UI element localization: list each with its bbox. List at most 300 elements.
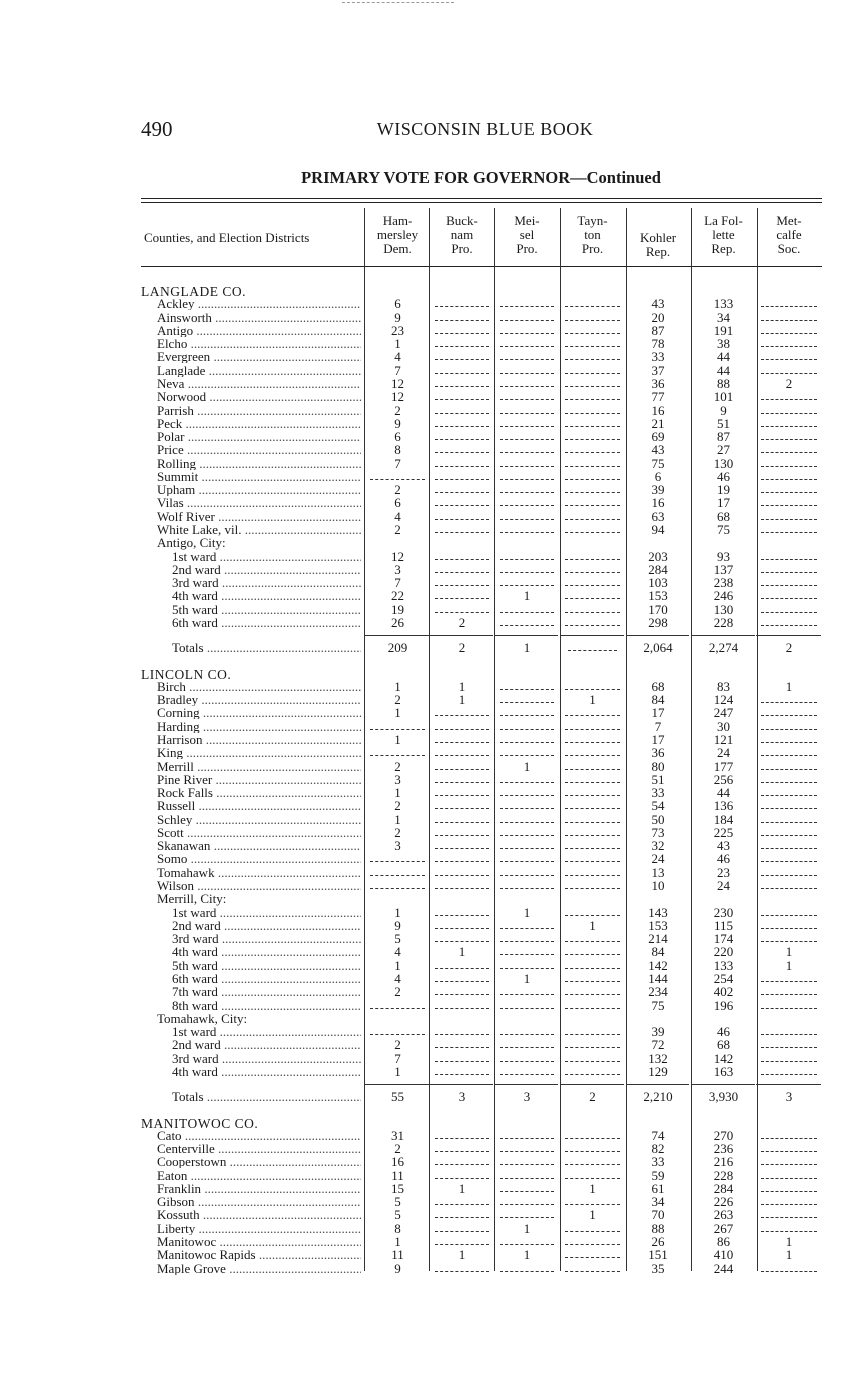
vote-cell-hammersley: 2 <box>394 824 401 840</box>
empty-cell-dash <box>370 729 425 730</box>
vote-cell-lafollette: 23 <box>717 864 730 880</box>
vote-cell-hammersley: 9 <box>394 309 401 325</box>
vote-cell-lafollette: 87 <box>717 429 730 445</box>
vote-cell-lafollette: 130 <box>713 455 734 471</box>
vote-cell-meisel: 1 <box>523 1247 531 1263</box>
empty-cell-dash <box>435 1047 489 1048</box>
district-name: 2nd ward ..... <box>172 919 361 932</box>
vote-cell-lafollette: 115 <box>713 917 734 933</box>
column-header-line: calfe <box>776 227 802 242</box>
empty-cell-dash <box>500 782 554 783</box>
totals-rule <box>560 1084 624 1085</box>
empty-cell-dash <box>565 1178 620 1179</box>
vote-cell-lafollette: 263 <box>713 1207 734 1223</box>
column-header-bucknam <box>432 214 492 256</box>
empty-cell-dash <box>500 1138 554 1139</box>
empty-cell-dash <box>761 426 817 427</box>
district-name: 1st ward ..... <box>172 1025 361 1038</box>
vote-cell-kohler: 214 <box>648 931 668 947</box>
vote-cell-hammersley: 2 <box>394 758 401 774</box>
vote-cell-lafollette: 124 <box>713 692 734 708</box>
empty-cell-dash <box>500 1164 554 1165</box>
vote-cell-lafollette: 86 <box>717 1234 730 1250</box>
empty-cell-dash <box>500 505 554 506</box>
district-name: Summit ..... <box>157 470 361 483</box>
district-name: Manitowoc ..... <box>157 1235 361 1248</box>
vote-cell-hammersley: 2 <box>394 1037 401 1053</box>
empty-cell-dash <box>565 808 620 809</box>
empty-cell-dash <box>500 875 554 876</box>
vote-cell-lafollette: 228 <box>713 1167 734 1183</box>
totals-rule <box>691 1084 755 1085</box>
district-name: Rock Falls ..... <box>157 786 361 799</box>
vote-cell-lafollette: 137 <box>713 561 734 577</box>
district-name: Russell ..... <box>157 799 361 812</box>
empty-cell-dash <box>565 1008 620 1009</box>
column-header-line: Buck- <box>446 213 478 228</box>
empty-cell-dash <box>435 333 489 334</box>
vote-cell-hammersley: 2 <box>394 1141 401 1157</box>
district-name: Langlade ..... <box>157 364 361 377</box>
empty-cell-dash <box>435 835 489 836</box>
empty-cell-dash <box>500 1034 554 1035</box>
empty-cell-dash <box>761 1074 817 1075</box>
empty-cell-dash <box>565 359 620 360</box>
vote-cell-lafollette: 238 <box>713 575 734 591</box>
empty-cell-dash <box>565 1047 620 1048</box>
empty-cell-dash <box>500 888 554 889</box>
empty-cell-dash <box>761 848 817 849</box>
empty-cell-dash <box>435 808 489 809</box>
empty-cell-dash <box>500 359 554 360</box>
vote-cell-kohler: 39 <box>651 482 665 498</box>
empty-cell-dash <box>565 848 620 849</box>
vote-cell-hammersley: 2 <box>394 522 401 538</box>
vote-cell-meisel: 3 <box>523 1089 531 1105</box>
vote-cell-lafollette: 191 <box>713 322 734 338</box>
vote-cell-kohler: 234 <box>648 984 668 1000</box>
column-header-line: Rep. <box>711 241 736 256</box>
empty-cell-dash <box>500 954 554 955</box>
district-name: Harding ..... <box>157 720 361 733</box>
column-header-kohler <box>628 231 688 259</box>
empty-cell-dash <box>565 888 620 889</box>
vote-cell-lafollette: 136 <box>713 798 734 814</box>
vote-cell-lafollette: 51 <box>717 415 730 431</box>
empty-cell-dash <box>435 479 489 480</box>
empty-cell-dash <box>761 888 817 889</box>
district-name: Tomahawk, City: <box>157 1010 248 1026</box>
empty-cell-dash <box>761 755 817 756</box>
vote-cell-kohler: 37 <box>651 362 665 378</box>
district-name: Manitowoc Rapids ..... <box>157 1248 361 1261</box>
vote-cell-kohler: 61 <box>651 1180 665 1196</box>
empty-cell-dash <box>500 585 554 586</box>
empty-cell-dash <box>761 981 817 982</box>
empty-cell-dash <box>500 994 554 995</box>
vote-cell-meisel: 1 <box>523 588 531 604</box>
empty-cell-dash <box>435 612 489 613</box>
column-header-district <box>144 231 364 245</box>
vote-cell-hammersley: 1 <box>394 904 401 920</box>
empty-cell-dash <box>565 689 620 690</box>
empty-cell-dash <box>565 981 620 982</box>
vote-cell-hammersley: 7 <box>394 455 401 471</box>
vote-cell-lafollette: 410 <box>713 1247 734 1263</box>
empty-cell-dash <box>435 715 489 716</box>
empty-cell-dash <box>761 439 817 440</box>
district-name: Gibson ..... <box>157 1195 361 1208</box>
empty-cell-dash <box>500 848 554 849</box>
empty-cell-dash <box>500 1217 554 1218</box>
vote-cell-lafollette: 220 <box>713 944 734 960</box>
vote-cell-kohler: 16 <box>651 495 665 511</box>
empty-cell-dash <box>565 1164 620 1165</box>
column-header-line: nam <box>450 227 474 242</box>
vote-cell-kohler: 69 <box>651 429 665 445</box>
vote-cell-metcalfe: 1 <box>785 678 793 694</box>
empty-cell-dash <box>435 373 489 374</box>
vote-cell-kohler: 59 <box>651 1167 665 1183</box>
vote-cell-kohler: 2,210 <box>643 1089 673 1105</box>
vote-cell-kohler: 77 <box>651 389 665 405</box>
district-name: 2nd ward ..... <box>172 1038 361 1051</box>
empty-cell-dash <box>500 479 554 480</box>
vote-cell-hammersley: 1 <box>394 785 401 801</box>
district-name: Wilson ..... <box>157 879 361 892</box>
empty-cell-dash <box>565 1271 620 1272</box>
empty-cell-dash <box>565 715 620 716</box>
empty-cell-dash <box>435 1217 489 1218</box>
vote-cell-meisel: 1 <box>523 971 531 986</box>
empty-cell-dash <box>435 941 489 942</box>
vote-cell-lafollette: 101 <box>713 389 734 405</box>
empty-cell-dash <box>435 426 489 427</box>
header-rule-top <box>141 198 822 199</box>
empty-cell-dash <box>435 861 489 862</box>
empty-cell-dash <box>500 1061 554 1062</box>
vote-cell-bucknam: 2 <box>458 640 466 656</box>
empty-cell-dash <box>565 399 620 400</box>
book-title: WISCONSIN BLUE BOOK <box>376 119 594 139</box>
empty-cell-dash <box>435 928 489 929</box>
empty-cell-dash <box>370 479 425 480</box>
district-name: Kossuth ..... <box>157 1208 361 1221</box>
empty-cell-dash <box>565 1061 620 1062</box>
empty-cell-dash <box>500 452 554 453</box>
empty-cell-dash <box>435 1061 489 1062</box>
column-header-line: sel <box>519 227 535 242</box>
vote-cell-taynton: 2 <box>589 1089 596 1105</box>
empty-cell-dash <box>370 1008 425 1009</box>
vote-cell-hammersley: 2 <box>394 402 401 418</box>
vote-cell-lafollette: 46 <box>717 468 730 484</box>
column-header-meisel <box>497 214 557 256</box>
empty-cell-dash <box>435 598 489 599</box>
totals-rule <box>495 635 558 636</box>
district-name: Schley ..... <box>157 813 361 826</box>
vote-cell-kohler: 33 <box>651 1154 665 1170</box>
empty-cell-dash <box>500 1244 554 1245</box>
empty-cell-dash <box>565 413 620 414</box>
vote-cell-kohler: 54 <box>651 798 665 814</box>
vote-cell-kohler: 143 <box>648 904 668 920</box>
vote-cell-kohler: 70 <box>651 1207 665 1223</box>
vote-cell-kohler: 13 <box>651 864 665 880</box>
empty-cell-dash <box>761 1061 817 1062</box>
empty-cell-dash <box>761 1164 817 1165</box>
vote-cell-kohler: 170 <box>648 601 668 617</box>
vote-cell-lafollette: 93 <box>717 548 730 564</box>
district-name: 2nd ward ..... <box>172 563 361 576</box>
header-rule-bottom <box>141 266 822 267</box>
empty-cell-dash <box>435 346 489 347</box>
vote-cell-hammersley: 19 <box>391 601 404 617</box>
empty-cell-dash <box>500 1271 554 1272</box>
empty-cell-dash <box>565 941 620 942</box>
vote-cell-lafollette: 17 <box>717 495 730 511</box>
column-header-line: Pro. <box>451 241 473 256</box>
vote-cell-lafollette: 44 <box>717 785 730 801</box>
vote-cell-lafollette: 133 <box>713 296 734 312</box>
empty-cell-dash <box>565 1138 620 1139</box>
empty-cell-dash <box>565 333 620 334</box>
vote-cell-metcalfe: 1 <box>785 944 793 960</box>
empty-cell-dash <box>565 479 620 480</box>
empty-cell-dash <box>565 306 620 307</box>
vote-cell-lafollette: 24 <box>717 878 730 894</box>
vote-cell-metcalfe: 1 <box>785 957 793 973</box>
vote-cell-hammersley: 1 <box>394 678 401 694</box>
empty-cell-dash <box>435 888 489 889</box>
empty-cell-dash <box>500 492 554 493</box>
empty-cell-dash <box>565 1244 620 1245</box>
vote-cell-lafollette: 38 <box>717 336 730 352</box>
empty-cell-dash <box>761 822 817 823</box>
empty-cell-dash <box>565 994 620 995</box>
vote-cell-hammersley: 7 <box>394 1050 401 1066</box>
empty-cell-dash <box>761 769 817 770</box>
empty-cell-dash <box>500 1178 554 1179</box>
district-name: Antigo, City: <box>157 535 226 551</box>
district-name: Corning ..... <box>157 706 361 719</box>
empty-cell-dash <box>761 466 817 467</box>
empty-cell-dash <box>761 598 817 599</box>
totals-rule <box>430 635 493 636</box>
empty-cell-dash <box>435 386 489 387</box>
vote-cell-lafollette: 83 <box>717 678 730 694</box>
column-header-line: Kohler <box>639 230 677 245</box>
column-header-hammersley <box>367 214 428 256</box>
vote-cell-lafollette: 216 <box>713 1154 734 1170</box>
vote-cell-kohler: 151 <box>648 1247 668 1263</box>
empty-cell-dash <box>761 715 817 716</box>
empty-cell-dash <box>565 320 620 321</box>
vote-cell-hammersley: 5 <box>394 1207 401 1223</box>
district-name: Bradley ..... <box>157 693 361 706</box>
vote-cell-hammersley: 12 <box>391 548 404 564</box>
empty-cell-dash <box>565 386 620 387</box>
empty-cell-dash <box>435 585 489 586</box>
district-name: 5th ward ..... <box>172 959 361 972</box>
vote-cell-kohler: 82 <box>651 1141 665 1157</box>
empty-cell-dash <box>435 755 489 756</box>
vote-cell-kohler: 33 <box>651 349 665 365</box>
empty-cell-dash <box>565 1204 620 1205</box>
empty-cell-dash <box>761 519 817 520</box>
vote-cell-lafollette: 402 <box>713 984 734 1000</box>
empty-cell-dash <box>761 1138 817 1139</box>
district-name: Elcho ..... <box>157 337 361 350</box>
vote-cell-kohler: 39 <box>651 1024 665 1040</box>
vote-cell-hammersley: 9 <box>394 917 401 933</box>
vote-cell-kohler: 43 <box>651 296 665 312</box>
column-header-line: La Fol- <box>704 213 743 228</box>
vote-cell-hammersley: 3 <box>394 561 401 577</box>
empty-cell-dash <box>435 532 489 533</box>
vote-cell-lafollette: 44 <box>717 349 730 365</box>
vote-cell-kohler: 63 <box>651 508 665 524</box>
vote-cell-hammersley: 1 <box>394 811 401 827</box>
column-header-line: Soc. <box>777 241 801 256</box>
empty-cell-dash <box>565 439 620 440</box>
district-name: 8th ward ..... <box>172 999 361 1012</box>
empty-cell-dash <box>565 782 620 783</box>
empty-cell-dash <box>565 968 620 969</box>
empty-cell-dash <box>761 729 817 730</box>
empty-cell-dash <box>435 519 489 520</box>
vote-cell-lafollette: 34 <box>717 309 730 325</box>
vote-cell-bucknam: 2 <box>458 615 466 630</box>
vote-cell-kohler: 74 <box>651 1127 665 1143</box>
empty-cell-dash <box>568 650 617 651</box>
vote-cell-hammersley: 5 <box>394 931 401 947</box>
empty-cell-dash <box>761 1008 817 1009</box>
empty-cell-dash <box>500 612 554 613</box>
empty-cell-dash <box>435 729 489 730</box>
district-name: Eaton ..... <box>157 1169 361 1182</box>
empty-cell-dash <box>761 452 817 453</box>
empty-cell-dash <box>761 559 817 560</box>
empty-cell-dash <box>435 782 489 783</box>
county-heading: LINCOLN CO. <box>141 666 232 682</box>
empty-cell-dash <box>435 399 489 400</box>
vote-cell-lafollette: 256 <box>713 771 734 787</box>
empty-cell-dash <box>761 612 817 613</box>
empty-cell-dash <box>500 1151 554 1152</box>
vote-cell-hammersley: 9 <box>394 1260 401 1276</box>
page-number: 490 <box>141 117 173 141</box>
empty-cell-dash <box>500 1047 554 1048</box>
district-name: Parrish ..... <box>157 404 361 417</box>
district-name: Birch ..... <box>157 680 361 693</box>
empty-cell-dash <box>435 466 489 467</box>
district-name: 3rd ward ..... <box>172 1052 361 1065</box>
empty-cell-dash <box>565 585 620 586</box>
empty-cell-dash <box>500 928 554 929</box>
empty-cell-dash <box>500 808 554 809</box>
empty-cell-dash <box>761 782 817 783</box>
empty-cell-dash <box>435 1074 489 1075</box>
district-name: Franklin ..... <box>157 1182 361 1195</box>
vote-cell-hammersley: 4 <box>394 944 401 960</box>
vote-cell-lafollette: 246 <box>713 588 734 604</box>
empty-cell-dash <box>761 1178 817 1179</box>
district-name: Ackley ..... <box>157 297 361 310</box>
vote-cell-kohler: 132 <box>648 1050 668 1066</box>
vote-cell-taynton: 1 <box>589 917 596 933</box>
empty-cell-dash <box>565 505 620 506</box>
vote-cell-lafollette: 230 <box>713 904 734 920</box>
district-name: Vilas ..... <box>157 496 361 509</box>
district-name: Antigo ..... <box>157 324 361 337</box>
column-header-line: Mei- <box>514 213 540 228</box>
empty-cell-dash <box>435 968 489 969</box>
vote-cell-lafollette: 133 <box>713 957 734 973</box>
empty-cell-dash <box>565 755 620 756</box>
vote-cell-metcalfe: 2 <box>785 640 793 656</box>
empty-cell-dash <box>565 466 620 467</box>
district-name: 4th ward ..... <box>172 589 361 602</box>
vote-cell-kohler: 298 <box>648 615 668 630</box>
vote-cell-lafollette: 75 <box>717 522 730 538</box>
empty-cell-dash <box>500 729 554 730</box>
vote-cell-hammersley: 2 <box>394 692 401 708</box>
empty-cell-dash <box>500 742 554 743</box>
empty-cell-dash <box>500 835 554 836</box>
column-header-line: Ham- <box>382 213 413 228</box>
district-name: Maple Grove ..... <box>157 1262 361 1275</box>
empty-cell-dash <box>435 994 489 995</box>
vote-cell-taynton: 1 <box>589 1180 596 1196</box>
district-name: Pine River ..... <box>157 773 361 786</box>
vote-cell-bucknam: 1 <box>458 692 466 708</box>
vote-cell-bucknam: 1 <box>458 1247 466 1263</box>
vote-cell-bucknam: 1 <box>458 1180 466 1196</box>
column-header-line: Met- <box>776 213 802 228</box>
empty-cell-dash <box>500 466 554 467</box>
vote-cell-hammersley: 1 <box>394 731 401 747</box>
vote-cell-lafollette: 228 <box>713 615 734 630</box>
county-heading: MANITOWOC CO. <box>141 1115 259 1131</box>
totals-rule <box>756 635 821 636</box>
vote-cell-lafollette: 27 <box>717 442 730 458</box>
vote-cell-hammersley: 4 <box>394 349 401 365</box>
district-name: 1st ward ..... <box>172 906 361 919</box>
vote-cell-lafollette: 88 <box>717 375 730 391</box>
vote-cell-kohler: 94 <box>651 522 665 538</box>
vote-cell-kohler: 84 <box>651 944 665 960</box>
vote-cell-lafollette: 196 <box>713 997 734 1013</box>
empty-cell-dash <box>761 346 817 347</box>
vote-cell-lafollette: 267 <box>713 1220 734 1236</box>
empty-cell-dash <box>565 1257 620 1258</box>
empty-cell-dash <box>761 1191 817 1192</box>
column-divider <box>429 208 430 1271</box>
empty-cell-dash <box>435 1138 489 1139</box>
empty-cell-dash <box>761 941 817 942</box>
empty-cell-dash <box>761 795 817 796</box>
vote-cell-kohler: 6 <box>654 468 662 484</box>
empty-cell-dash <box>565 769 620 770</box>
vote-cell-kohler: 75 <box>651 455 665 471</box>
vote-cell-hammersley: 22 <box>391 588 404 604</box>
empty-cell-dash <box>761 399 817 400</box>
vote-cell-kohler: 142 <box>648 957 668 973</box>
vote-cell-kohler: 68 <box>651 678 665 694</box>
empty-cell-dash <box>500 715 554 716</box>
vote-cell-kohler: 144 <box>648 971 668 986</box>
